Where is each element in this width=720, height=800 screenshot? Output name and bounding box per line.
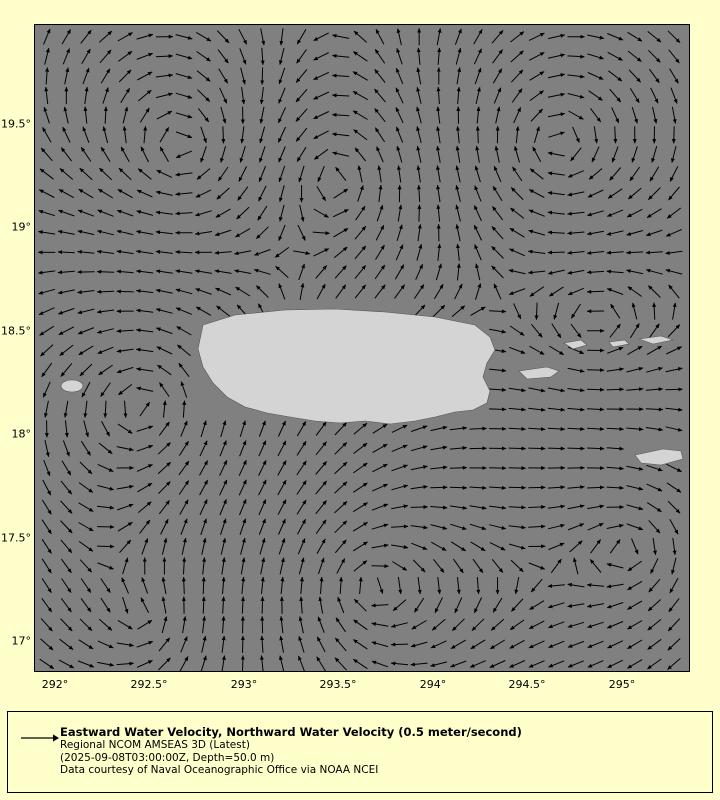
longitude-tick: 293° bbox=[230, 678, 258, 691]
saint-croix-island bbox=[635, 449, 683, 465]
land-polygons bbox=[35, 25, 689, 671]
islet-east-a bbox=[609, 340, 629, 347]
latitude-tick: 17.5° bbox=[1, 531, 31, 545]
longitude-tick: 292° bbox=[41, 678, 69, 691]
legend-text bbox=[60, 725, 700, 777]
map-frame[interactable] bbox=[34, 24, 690, 672]
latitude-tick: 19° bbox=[11, 220, 31, 234]
legend-title: Eastward Water Velocity, Northward Water Velocity (0.5 meter/second) bbox=[60, 725, 522, 739]
longitude-tick: 294.5° bbox=[508, 678, 546, 691]
latitude-axis bbox=[0, 24, 31, 672]
vieques-island bbox=[519, 367, 559, 379]
latitude-tick: 19.5° bbox=[1, 117, 31, 131]
legend-caption-box bbox=[7, 711, 713, 793]
latitude-tick: 18.5° bbox=[1, 324, 31, 338]
puerto-rico-island bbox=[198, 309, 495, 424]
longitude-tick: 294° bbox=[419, 678, 447, 691]
mona-island bbox=[61, 380, 83, 392]
longitude-tick: 295° bbox=[608, 678, 636, 691]
culebra-island bbox=[564, 340, 587, 349]
longitude-tick: 293.5° bbox=[319, 678, 357, 691]
reference-vector-arrow bbox=[20, 732, 60, 744]
latitude-tick: 18° bbox=[11, 427, 31, 441]
latitude-tick: 17° bbox=[11, 634, 31, 648]
legend-source: Regional NCOM AMSEAS 3D (Latest) bbox=[60, 739, 250, 751]
map-plot[interactable] bbox=[34, 24, 690, 672]
islet-east-b bbox=[639, 336, 673, 344]
longitude-tick: 292.5° bbox=[130, 678, 168, 691]
legend-timestamp: (2025-09-08T03:00:00Z, Depth=50.0 m) bbox=[60, 751, 275, 764]
legend-courtesy: Data courtesy of Naval Oceanographic Office via NOAA NCEI bbox=[60, 764, 379, 776]
longitude-axis bbox=[34, 678, 690, 694]
